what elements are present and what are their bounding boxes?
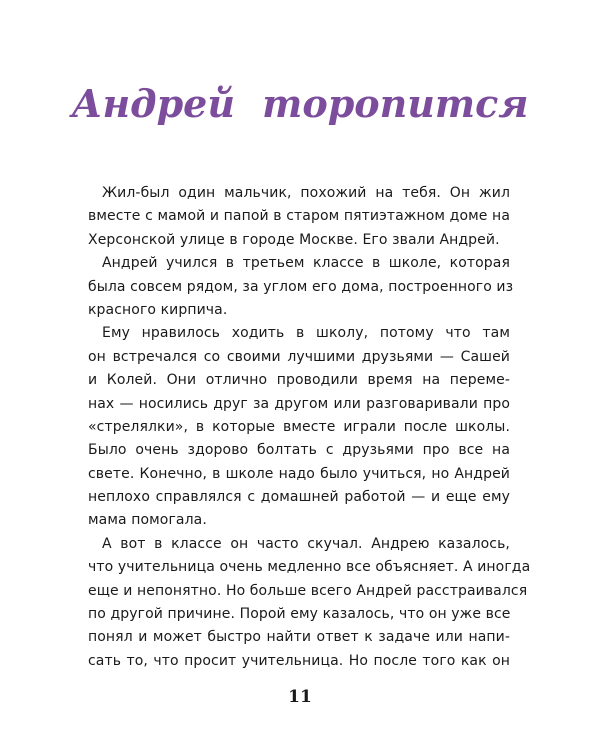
text-line: А вот в классе он часто скучал. Андрею казалось, (102, 535, 510, 552)
text-line: «стрелялки», в которые вместе играли после школы. (88, 418, 510, 435)
text-line: Ему нравилось ходить в школу, потому что там (102, 325, 510, 342)
text-line: свете. Конечно, в школе надо было учиться, но Андрей (88, 465, 510, 482)
paragraph-2 (88, 252, 514, 322)
page-number: 11 (288, 687, 312, 707)
paragraph-1 (88, 182, 510, 252)
text-line: Жил-был один мальчик, похожий на тебя. Он жил (102, 185, 510, 201)
text-line: мама помогала. (88, 512, 207, 529)
text-line: Херсонской улице в городе Москве. Его звали Андрей. (88, 231, 500, 248)
text-line: была совсем рядом, за углом его дома, построенного из (88, 278, 514, 295)
text-line: он встречался со своими лучшими друзьями — Сашей (88, 348, 510, 365)
text-line: неплохо справлялся с домашней работой — и еще ему (88, 489, 510, 506)
text-line: сать то, что просит учительница. Но после того как он (88, 652, 510, 669)
text-line: понял и может быстро найти ответ к задаче или напи- (88, 629, 510, 646)
text-line: и Колей. Они отлично проводили время на переме- (88, 372, 510, 389)
text-line: Было очень здорово болтать с друзьями про все на (88, 442, 510, 459)
text-line: по другой причине. Порой ему казалось, что он уже все (88, 606, 511, 623)
text-line: еще и непонятно. Но больше всего Андрей расстраивался (88, 582, 528, 599)
paragraph-4 (88, 533, 531, 673)
chapter-title: Андрей торопится (71, 81, 529, 126)
text-line: красного кирпича. (88, 301, 228, 318)
text-line: Андрей учился в третьем классе в школе, которая (102, 255, 510, 272)
text-line: что учительница очень медленно все объясняет. А иногда (88, 559, 531, 576)
text-line: вместе с мамой и папой в старом пятиэтажном доме на (88, 208, 510, 225)
paragraph-3 (88, 322, 510, 533)
body-text (88, 182, 531, 673)
text-line: нах — носились друг за другом или разговаривали про (88, 395, 510, 412)
